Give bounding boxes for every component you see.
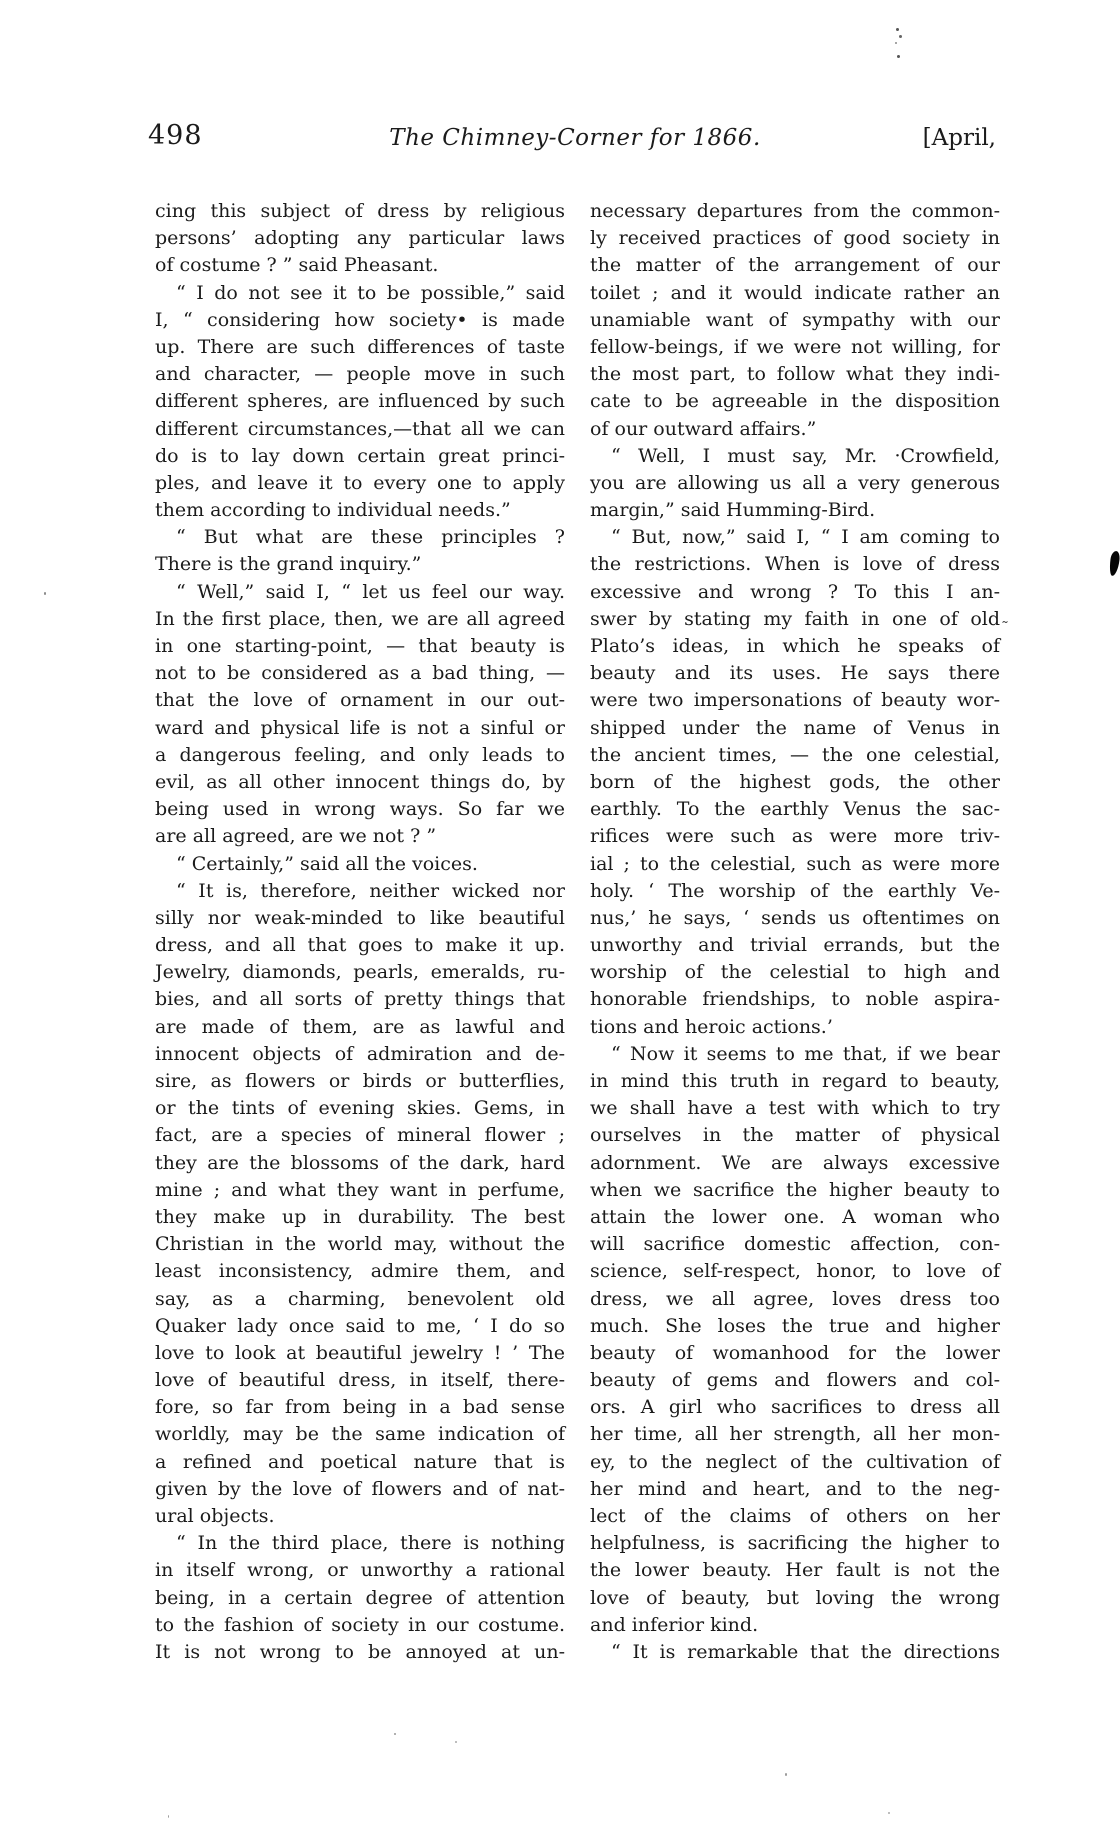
text-line: a refined and poetical nature that is	[155, 1450, 565, 1473]
text-line: It is not wrong to be annoyed at un-	[155, 1640, 565, 1663]
text-line: ward and physical life is not a sinful or	[155, 716, 565, 739]
text-line: they are the blossoms of the dark, hard	[155, 1151, 565, 1174]
text-line: margin,” said Humming-Bird.	[590, 499, 876, 522]
text-line: There is the grand inquiry.”	[155, 553, 422, 576]
text-line: science, self-respect, honor, to love of	[590, 1260, 1000, 1283]
text-line: are made of them, are as lawful and	[155, 1015, 565, 1038]
text-line: in itself wrong, or unworthy a rational	[155, 1559, 565, 1582]
text-line: fact, are a species of mineral flower ;	[155, 1124, 565, 1147]
text-line: her time, all her strength, all her mon-	[590, 1423, 1000, 1446]
text-line: beauty of womanhood for the lower	[590, 1341, 1000, 1364]
text-line: sire, as flowers or birds or butterflies,	[155, 1070, 565, 1092]
text-line: ural objects.	[155, 1505, 275, 1527]
text-line: dress, we all agree, loves dress too	[590, 1287, 1000, 1310]
text-line: we shall have a test with which to try	[590, 1097, 1000, 1120]
text-line: honorable friendships, to noble aspira-	[590, 988, 1000, 1011]
text-line: ples, and leave it to every one to apply	[155, 471, 565, 494]
text-line: adornment. We are always excessive	[590, 1151, 1000, 1174]
text-line: or the tints of evening skies. Gems, in	[155, 1097, 565, 1120]
text-line: the restrictions. When is love of dress	[590, 553, 1000, 576]
scan-speck	[897, 55, 900, 58]
text-line: beauty of gems and flowers and col-	[590, 1369, 1000, 1392]
text-line: when we sacrifice the higher beauty to	[590, 1178, 1000, 1201]
scan-speck	[899, 35, 902, 38]
text-line: toilet ; and it would indicate rather an	[590, 281, 1000, 304]
text-line: of costume ? ” said Pheasant.	[155, 254, 439, 277]
scan-speck	[896, 28, 899, 31]
running-title: The Chimney-Corner for 1866.	[389, 125, 761, 151]
scan-speck	[394, 1733, 396, 1735]
text-line: being, in a certain degree of attention	[155, 1586, 565, 1609]
text-line: Christian in the world may, without the	[155, 1233, 565, 1256]
page-header	[148, 116, 1002, 156]
text-line: worldly, may be the same indication of	[155, 1423, 565, 1446]
text-line: the matter of the arrangement of our	[590, 254, 1000, 277]
text-line: in mind this truth in regard to beauty,	[590, 1070, 1000, 1092]
text-line: “ But, now,” said I, “ I am coming to	[611, 526, 1000, 549]
text-line: attain the lower one. A woman who	[590, 1205, 1000, 1228]
text-line: “ It is, therefore, neither wicked nor	[176, 879, 565, 902]
text-line: the most part, to follow what they indi-	[590, 363, 1000, 386]
text-line: tions and heroic actions.’	[590, 1015, 833, 1038]
text-line: ey, to the neglect of the cultivation of	[590, 1450, 1000, 1473]
text-line: a dangerous feeling, and only leads to	[155, 743, 565, 766]
text-line: evil, as all other innocent things do, by	[155, 770, 565, 793]
text-line: In the first place, then, we are all agreed	[155, 607, 565, 630]
text-line: “ But what are these principles ?	[176, 526, 565, 549]
text-line: “ Well,” said I, “ let us feel our way.	[176, 580, 565, 603]
text-line: helpfulness, is sacrificing the higher to	[590, 1532, 1000, 1555]
text-line: “ Now it seems to me that, if we bear	[611, 1042, 1000, 1065]
text-line: rifices were such as were more triv-	[590, 825, 1000, 848]
text-line: love of beautiful dress, in itself, there-	[155, 1369, 565, 1392]
text-line: beauty and its uses. He says there	[590, 662, 1000, 685]
text-line: swer by stating my faith in one of old	[590, 607, 1000, 630]
text-line: born of the highest gods, the other	[590, 770, 1000, 793]
text-line: are all agreed, are we not ? ”	[155, 825, 437, 848]
text-line: least inconsistency, admire them, and	[155, 1260, 565, 1283]
text-line: shipped under the name of Venus in	[590, 716, 1000, 739]
text-line: different circumstances,—that all we can	[155, 417, 565, 440]
text-line: unworthy and trivial errands, but the	[590, 934, 1000, 957]
scan-speck	[455, 1741, 457, 1743]
tilde-smudge-mark: ˜	[1001, 618, 1009, 637]
text-line: nus,’ he says, ‘ sends us oftentimes on	[590, 906, 1000, 929]
text-line: I, “ considering how society• is made	[155, 308, 565, 331]
text-line: dress, and all that goes to make it up.	[155, 934, 565, 957]
text-columns	[155, 198, 1010, 1666]
scan-speck	[785, 1773, 787, 1776]
text-line: to the fashion of society in our costume.	[155, 1613, 565, 1636]
text-line: cing this subject of dress by religious	[155, 200, 565, 222]
text-line: mine ; and what they want in perfume,	[155, 1178, 565, 1201]
text-line: “ It is remarkable that the directions	[611, 1640, 1000, 1663]
text-line: innocent objects of admiration and de-	[155, 1042, 565, 1065]
text-line: excessive and wrong ? To this I an-	[590, 580, 1000, 603]
ink-blot-mark	[1109, 551, 1120, 577]
text-line: love to look at beautiful jewelry ! ’ The	[155, 1341, 565, 1364]
text-line: in one starting-point, — that beauty is	[155, 635, 565, 657]
text-line: Plato’s ideas, in which he speaks of	[590, 635, 1000, 657]
text-line: different spheres, are influenced by such	[155, 390, 565, 413]
text-line: love of beauty, but loving the wrong	[590, 1586, 1000, 1609]
text-line: do is to lay down certain great princi-	[155, 444, 565, 467]
scan-speck	[888, 1812, 890, 1814]
text-line: them according to individual needs.”	[155, 499, 511, 522]
text-line: that the love of ornament in our out-	[155, 689, 565, 712]
text-line: Quaker lady once said to me, ‘ I do so	[155, 1314, 565, 1337]
text-line: fore, so far from being in a bad sense	[155, 1396, 565, 1419]
text-line: persons’ adopting any particular laws	[155, 227, 565, 250]
scan-speck	[168, 1815, 169, 1818]
scan-speck	[44, 592, 46, 595]
scan-speck	[895, 42, 897, 44]
text-line: worship of the celestial to high and	[590, 961, 1000, 984]
text-line: lect of the claims of others on her	[590, 1505, 1000, 1527]
text-line: the ancient times, — the one celestial,	[590, 743, 1000, 766]
text-line: given by the love of flowers and of nat-	[155, 1477, 565, 1500]
text-line: necessary departures from the common-	[590, 200, 1000, 222]
left-column	[155, 198, 565, 1666]
text-line: and inferior kind.	[590, 1613, 759, 1636]
text-line: they make up in durability. The best	[155, 1205, 565, 1228]
right-column	[590, 198, 1000, 1666]
text-line: not to be considered as a bad thing, —	[155, 662, 565, 685]
text-line: ial ; to the celestial, such as were more	[590, 852, 1000, 875]
text-line: holy. ‘ The worship of the earthly Ve-	[590, 879, 1000, 902]
text-line: “ I do not see it to be possible,” said	[176, 281, 565, 304]
text-line: ourselves in the matter of physical	[590, 1124, 1000, 1147]
text-line: cate to be agreeable in the disposition	[590, 390, 1000, 413]
text-line: the lower beauty. Her fault is not the	[590, 1559, 1000, 1582]
text-line: her mind and heart, and to the neg-	[590, 1477, 1000, 1500]
text-line: ly received practices of good society in	[590, 227, 1000, 250]
text-line: you are allowing us all a very generous	[590, 471, 1000, 494]
text-line: Jewelry, diamonds, pearls, emeralds, ru-	[155, 961, 565, 984]
text-line: will sacrifice domestic affection, con-	[590, 1233, 1000, 1256]
text-line: much. She loses the true and higher	[590, 1314, 1000, 1337]
text-line: silly nor weak-minded to like beautiful	[155, 906, 565, 929]
issue-date: [April,	[922, 125, 996, 151]
text-line: being used in wrong ways. So far we	[155, 798, 565, 821]
page-number: 498	[148, 120, 203, 151]
text-line: bies, and all sorts of pretty things that	[155, 988, 565, 1011]
text-line: up. There are such differences of taste	[155, 335, 565, 358]
text-line: fellow-beings, if we were not willing, for	[590, 335, 1000, 358]
text-line: “ Well, I must say, Mr. ·Crowfield,	[611, 444, 1000, 467]
text-line: “ Certainly,” said all the voices.	[176, 852, 478, 875]
text-line: ors. A girl who sacrifices to dress all	[590, 1396, 1000, 1419]
text-line: were two impersonations of beauty wor-	[590, 689, 1000, 712]
text-line: “ In the third place, there is nothing	[176, 1532, 565, 1555]
text-line: say, as a charming, benevolent old	[155, 1287, 565, 1310]
text-line: of our outward affairs.”	[590, 417, 817, 440]
text-line: earthly. To the earthly Venus the sac-	[590, 798, 1000, 821]
text-line: unamiable want of sympathy with our	[590, 308, 1000, 331]
text-line: and character, — people move in such	[155, 363, 565, 386]
